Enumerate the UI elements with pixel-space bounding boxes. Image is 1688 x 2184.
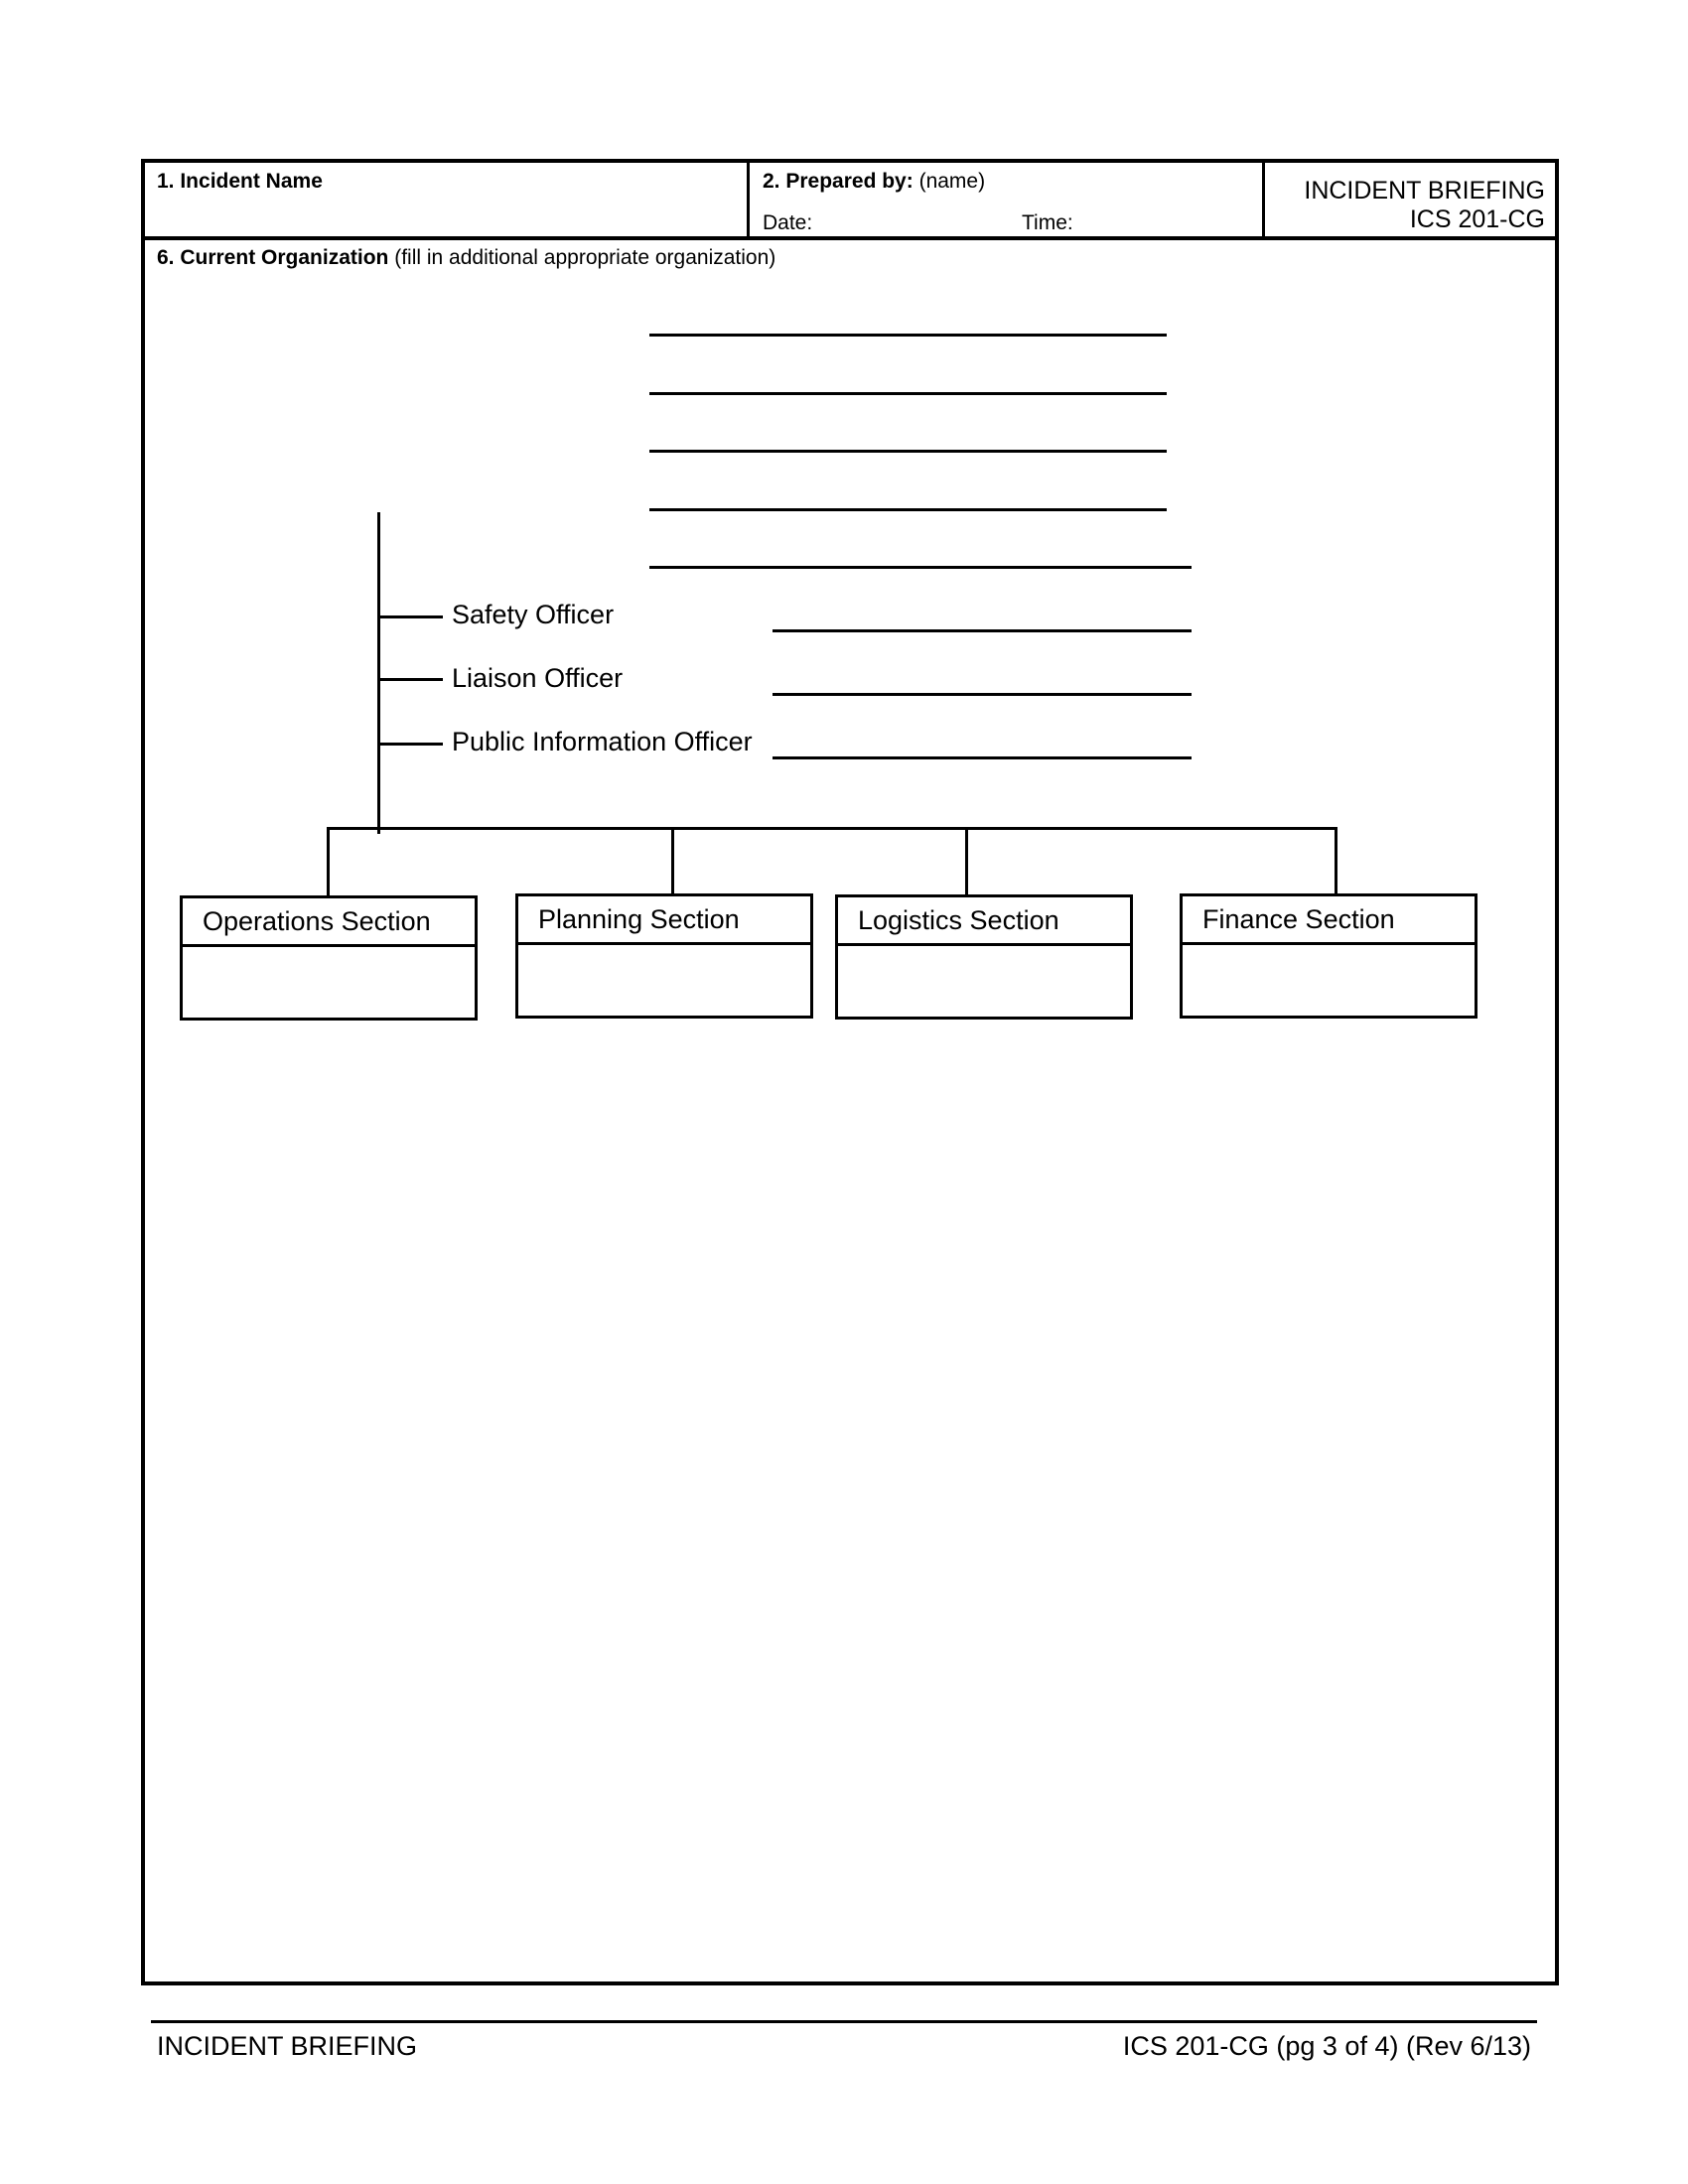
logistics-drop: [965, 827, 968, 896]
pio-tick: [379, 743, 443, 746]
planning-section-box: [515, 893, 813, 1019]
command-staff-connector: [377, 512, 380, 834]
header-divider-2: [1262, 159, 1265, 238]
finance-section-box: [1180, 893, 1477, 1019]
header-divider-1: [747, 159, 750, 238]
form-code: ICS 201-CG: [1409, 205, 1545, 233]
sections-bus-line: [327, 827, 1337, 830]
operations-section-box: [180, 895, 478, 1021]
planning-drop: [671, 827, 674, 894]
footer-left: INCIDENT BRIEFING: [157, 2031, 418, 2061]
command-line-4[interactable]: [649, 508, 1167, 511]
form-title: INCIDENT BRIEFING: [1304, 177, 1545, 205]
pio-label: Public Information Officer: [452, 727, 753, 756]
current-organization-label: 6. Current Organization (fill in additional appropriate organization): [157, 246, 776, 269]
liaison-officer-field[interactable]: [773, 693, 1192, 696]
time-field[interactable]: [1077, 205, 1256, 234]
liaison-officer-tick: [379, 678, 443, 681]
finance-drop: [1335, 827, 1337, 894]
planning-section-field[interactable]: [518, 945, 810, 1017]
command-line-3[interactable]: [649, 450, 1167, 453]
command-line-2[interactable]: [649, 392, 1167, 395]
safety-officer-field[interactable]: [773, 629, 1192, 632]
pio-field[interactable]: [773, 756, 1192, 759]
prepared-by-hint: (name): [918, 170, 986, 193]
footer-right: ICS 201-CG (pg 3 of 4) (Rev 6/13): [1122, 2031, 1531, 2061]
operations-section-field[interactable]: [183, 947, 475, 1019]
time-label: Time:: [1022, 211, 1073, 234]
safety-officer-tick: [379, 615, 443, 618]
command-line-1[interactable]: [649, 334, 1167, 337]
prepared-by-label: 2. Prepared by: (name): [763, 170, 986, 193]
safety-officer-label: Safety Officer: [452, 600, 615, 629]
date-field[interactable]: [816, 205, 1015, 234]
command-line-5[interactable]: [649, 566, 1192, 569]
logistics-section-label: Logistics Section: [838, 897, 1130, 946]
finance-section-label: Finance Section: [1183, 896, 1475, 945]
logistics-section-field[interactable]: [838, 946, 1130, 1018]
operations-section-label: Operations Section: [183, 898, 475, 947]
footer-rule: [151, 2020, 1537, 2023]
form-title-block: [1271, 177, 1545, 234]
header-bottom-border: [141, 236, 1559, 240]
date-label: Date:: [763, 211, 813, 234]
incident-name-label: 1. Incident Name: [157, 170, 323, 193]
incident-name-field[interactable]: [145, 195, 745, 234]
logistics-section-box: [835, 894, 1133, 1020]
finance-section-field[interactable]: [1183, 945, 1475, 1017]
form-frame: [141, 159, 1559, 1985]
current-organization-hint: (fill in additional appropriate organization): [394, 246, 776, 269]
planning-section-label: Planning Section: [518, 896, 810, 945]
operations-drop: [327, 827, 330, 896]
liaison-officer-label: Liaison Officer: [452, 663, 624, 693]
